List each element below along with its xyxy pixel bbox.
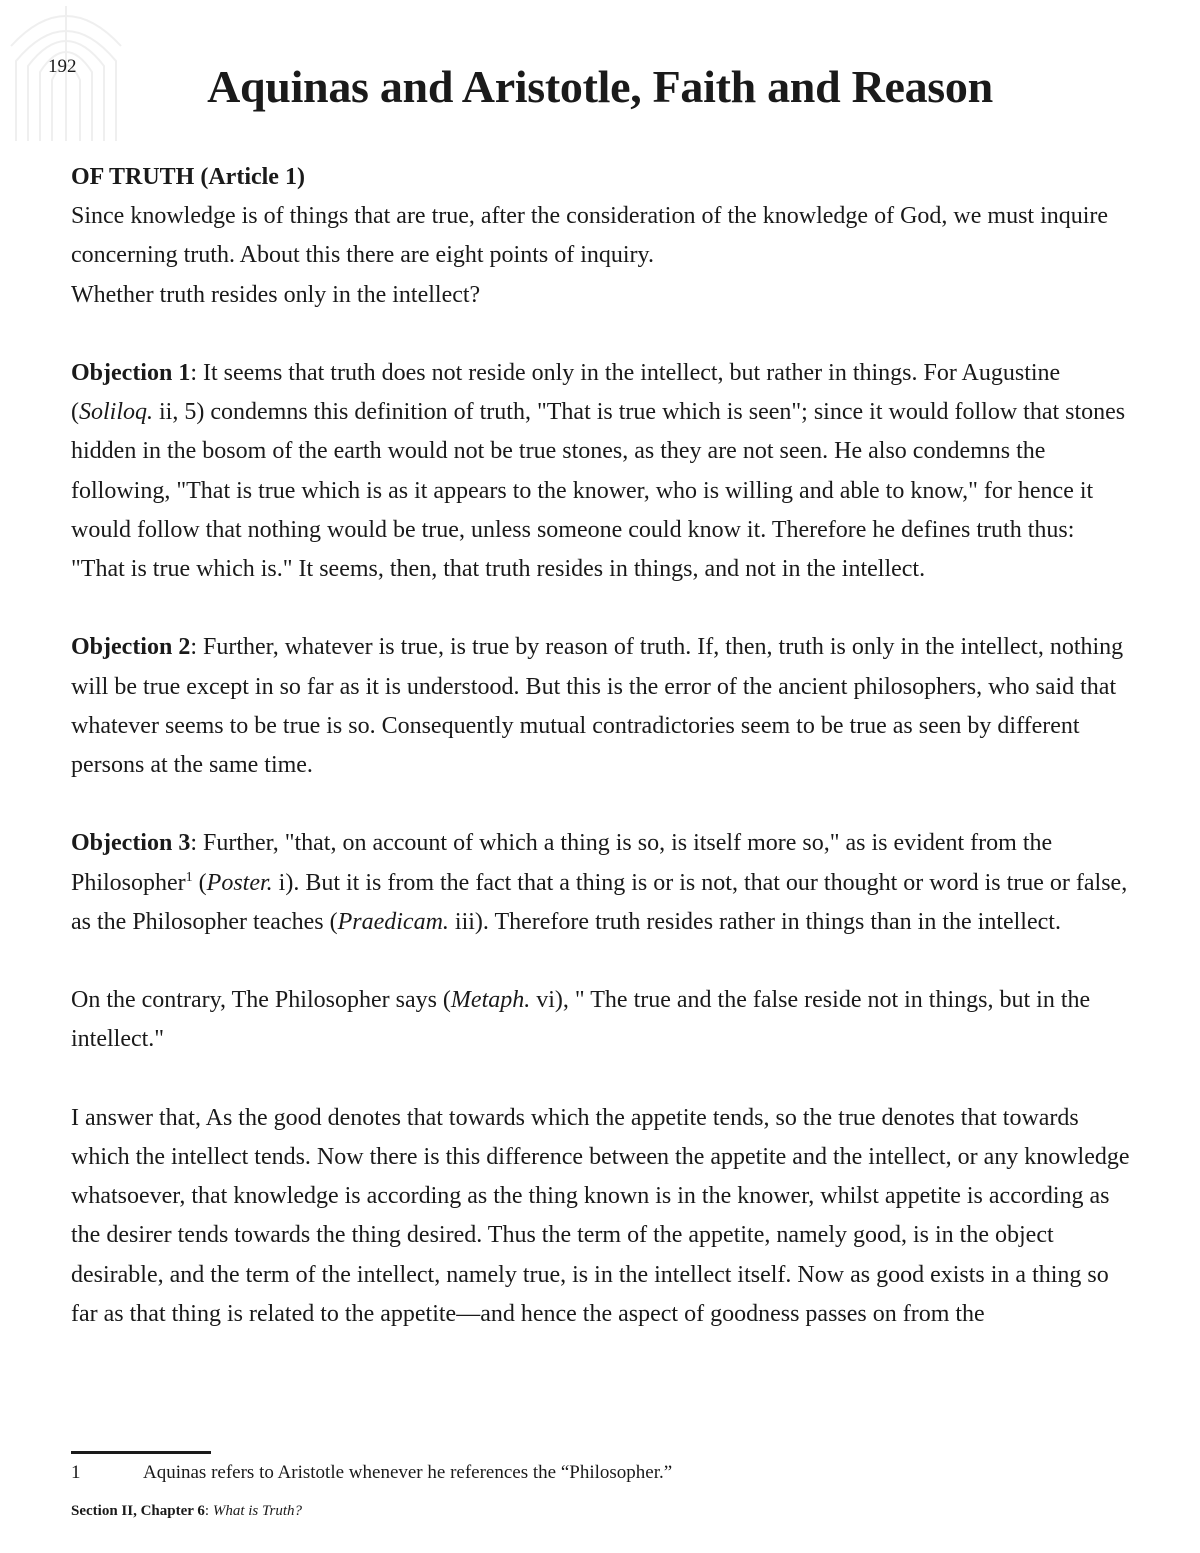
objection-1-text-2: ii, 5) condemns this definition of truth, "That is true which is seen"; since it would follow that stones hidden in the bosom of the earth would not be true stones, as they are not seen. He also condemns the following, "That is true which is as it appears to the knower, who is willing and able to know," for hence it would follow that nothing would be true, unless someone could know it. Therefore he defines truth thus: "That is true which is." It seems, then, that truth resides in things, and not in the intellect. bbox=[71, 399, 1126, 583]
footnote bbox=[71, 1462, 672, 1484]
footer-chapter-title: What is Truth? bbox=[212, 1503, 303, 1519]
objection-1-citation: Soliloq. bbox=[79, 399, 154, 426]
footer-section: Section II, Chapter 6 bbox=[71, 1503, 205, 1519]
objection-3-label: Objection 3 bbox=[71, 830, 191, 857]
objection-3-citation-1: Poster. bbox=[206, 869, 273, 896]
footer-separator: : bbox=[204, 1503, 213, 1519]
objection-1-text-1: : It seems that truth does not reside only in the intellect, but rather in things. For Augustine ( bbox=[71, 360, 1061, 426]
running-footer bbox=[71, 1503, 302, 1520]
objection-2-text: : Further, whatever is true, is true by reason of truth. If, then, truth is only in the intellect, nothing will be true except in so far as it is understood. But this is the error of the ancient philosophers, who said that whatever seems to be true is so. Consequently mutual contradictories seem to be true as seen by different persons at the same time. bbox=[71, 634, 1124, 779]
answer-paragraph: I answer that, As the good denotes that towards which the appetite tends, so the true denotes that towards which the intellect tends. Now there is this difference between the appetite and the intellect, or any knowledge whatsoever, that knowledge is according as the thing known is in the knower, whilst appetite is according as the desirer tends towards the thing desired. Thus the term of the appetite, namely good, is in the object desirable, and the term of the intellect, namely true, is in the intellect itself. Now as good exists in a thing so far as that thing is related to the appetite—and hence the aspect of goodness passes on from the bbox=[71, 1104, 1130, 1327]
objection-2-paragraph bbox=[71, 628, 1130, 785]
objection-3-text-3: i). But it is from the fact that a thing is or is not, that our thought or word is true or false, as the Philosopher teaches ( bbox=[71, 869, 1128, 935]
contrary-citation: Metaph. bbox=[450, 987, 531, 1014]
intro-question: Whether truth resides only in the intellect? bbox=[71, 281, 481, 308]
footnote-divider bbox=[71, 1451, 211, 1454]
objection-3-text-4: iii). Therefore truth resides rather in things than in the intellect. bbox=[448, 908, 1061, 935]
contrary-text-2: vi), " The true and the false reside not in things, but in the intellect." bbox=[71, 987, 1091, 1053]
footnote-text: Aquinas refers to Aristotle whenever he references the “Philosopher.” bbox=[143, 1462, 673, 1483]
objection-2-label: Objection 2 bbox=[71, 634, 191, 661]
body-text bbox=[71, 158, 1130, 1334]
objection-3-text-2: ( bbox=[192, 869, 207, 896]
objection-3-paragraph bbox=[71, 824, 1130, 942]
page-title: Aquinas and Aristotle, Faith and Reason bbox=[207, 61, 993, 112]
page-number: 192 bbox=[48, 56, 77, 77]
contrary-paragraph bbox=[71, 981, 1130, 1059]
objection-1-label: Objection 1 bbox=[71, 360, 191, 386]
footnote-number: 1 bbox=[71, 1462, 81, 1483]
objection-3-text-1: : Further, "that, on account of which a thing is so, is itself more so," as is evident from the Philosopher bbox=[71, 830, 1053, 896]
contrary-text-1: On the contrary, The Philosopher says ( bbox=[71, 987, 451, 1014]
intro-text: Since knowledge is of things that are true, after the consideration of the knowledge of God, we must inquire concerning truth. About this there are eight points of inquiry. bbox=[71, 203, 1109, 269]
objection-1-paragraph bbox=[71, 354, 1130, 589]
section-heading: OF TRUTH (Article 1) bbox=[71, 164, 305, 190]
objection-3-citation-2: Praedicam. bbox=[337, 908, 449, 935]
footnote-reference: 1 bbox=[185, 869, 193, 885]
intro-paragraph bbox=[71, 158, 1130, 315]
